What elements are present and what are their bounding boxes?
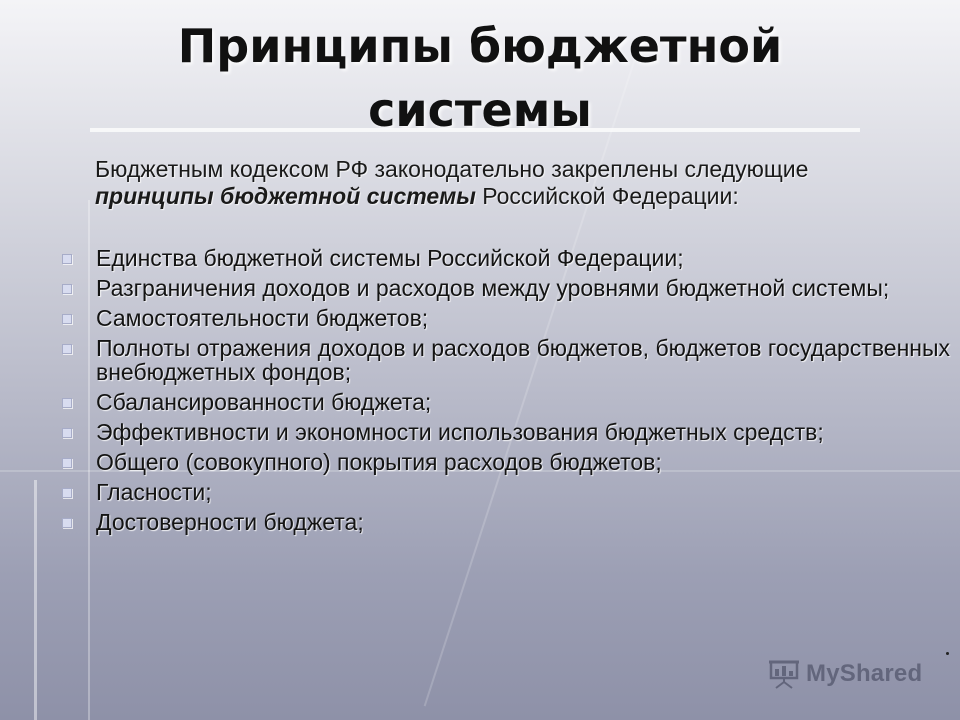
- list-item-text: Гласности;: [96, 479, 212, 505]
- bullet-square-icon: [62, 344, 72, 354]
- bullet-square-icon: [62, 314, 72, 324]
- bullet-square-icon: [62, 488, 72, 498]
- bullet-square-icon: [62, 518, 72, 528]
- background-stripe: [34, 480, 37, 720]
- watermark-text: MyShared: [806, 660, 923, 687]
- list-item-text: Общего (совокупного) покрытия расходов бюджетов;: [96, 449, 662, 475]
- stray-dot: [946, 652, 949, 655]
- list-item: [58, 480, 953, 504]
- intro-paragraph: [95, 156, 955, 210]
- list-item: [58, 420, 953, 444]
- intro-suffix: Российской Федерации:: [475, 183, 739, 209]
- list-item: [58, 450, 953, 474]
- bullet-square-icon: [62, 398, 72, 408]
- list-item-text: Достоверности бюджета;: [96, 509, 364, 535]
- list-item: [58, 246, 953, 270]
- list-item-text: Эффективности и экономности использования бюджетных средств;: [96, 419, 824, 445]
- list-item-text: Единства бюджетной системы Российской Федерации;: [96, 245, 684, 271]
- bullet-square-icon: [62, 458, 72, 468]
- bullet-square-icon: [62, 284, 72, 294]
- list-item-text: Сбалансированности бюджета;: [96, 389, 432, 415]
- bullet-square-icon: [62, 254, 72, 264]
- principles-list: [58, 246, 953, 540]
- list-item: [58, 306, 953, 330]
- list-item-text: Самостоятельности бюджетов;: [96, 305, 429, 331]
- list-item: [58, 510, 953, 534]
- list-item: [58, 390, 953, 414]
- list-item-text: Полноты отражения доходов и расходов бюджетов, бюджетов государственных внебюджетных фондов;: [96, 335, 951, 385]
- intro-emphasis: принципы бюджетной системы: [95, 183, 476, 209]
- list-item: [58, 276, 953, 300]
- presentation-board-icon: [768, 659, 800, 689]
- bullet-square-icon: [62, 428, 72, 438]
- intro-prefix: Бюджетным кодексом РФ законодательно закреплены следующие: [95, 156, 809, 182]
- list-item: [58, 336, 953, 384]
- list-item-text: Разграничения доходов и расходов между уровнями бюджетной системы;: [96, 275, 890, 301]
- slide-title: Принципы бюджетной системы: [177, 19, 783, 137]
- watermark: [768, 656, 922, 692]
